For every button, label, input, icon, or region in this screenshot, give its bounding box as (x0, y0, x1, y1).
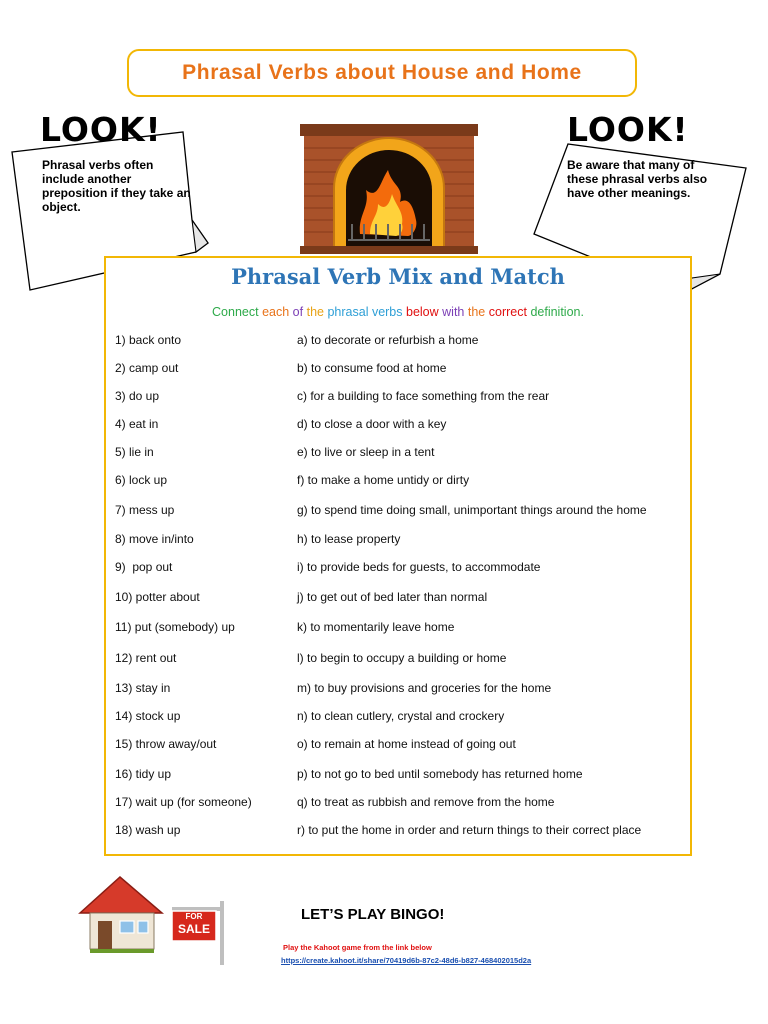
for-sale-line2: SALE (177, 922, 210, 936)
match-row (106, 532, 690, 552)
phrasal-verb: 16) tidy up (115, 767, 172, 781)
match-row (106, 417, 690, 437)
phrasal-verb: 13) stay in (115, 681, 171, 695)
match-row (106, 681, 690, 701)
definition: n) to clean cutlery, crystal and crockery (297, 709, 505, 723)
match-row (106, 651, 690, 671)
definition: a) to decorate or refurbish a home (297, 333, 479, 347)
for-sale-sign-text (172, 911, 216, 935)
kahoot-link[interactable]: https://create.kahoot.it/share/70419d6b-87c2-48d6-b827-468402015d2a (281, 956, 532, 965)
definition: d) to close a door with a key (297, 417, 447, 431)
instruction-word: the (467, 305, 486, 319)
page-title: Phrasal Verbs about House and Home (182, 61, 582, 84)
look-heading-left: LOOK! (40, 110, 162, 149)
instruction-word: with (442, 305, 465, 319)
instruction-word: below (406, 305, 439, 319)
phrasal-verb: 17) wait up (for someone) (115, 795, 252, 809)
match-row (106, 503, 690, 523)
phrasal-verb: 12) rent out (115, 651, 177, 665)
match-row (106, 560, 690, 580)
phrasal-verb: 14) stock up (115, 709, 181, 723)
definition: h) to lease property (297, 532, 401, 546)
kahoot-label: Play the Kahoot game from the link below (283, 943, 432, 952)
match-row (106, 620, 690, 640)
look-heading-right: LOOK! (567, 110, 689, 149)
phrasal-verb: 18) wash up (115, 823, 181, 837)
look-note-left: Phrasal verbs often include another preposition if they take an object. (42, 158, 191, 214)
definition: k) to momentarily leave home (297, 620, 455, 634)
definition: j) to get out of bed later than normal (297, 590, 488, 604)
phrasal-verb: 9) pop out (115, 560, 173, 574)
match-row (106, 590, 690, 610)
phrasal-verb: 1) back onto (115, 333, 182, 347)
phrasal-verb: 4) eat in (115, 417, 159, 431)
definition: r) to put the home in order and return things to their correct place (297, 823, 642, 837)
definition: q) to treat as rubbish and remove from the home (297, 795, 555, 809)
mix-and-match-worksheet (104, 256, 692, 856)
instruction-word: phrasal verbs (327, 305, 403, 319)
phrasal-verb: 6) lock up (115, 473, 168, 487)
instruction-word: of (292, 305, 304, 319)
phrasal-verb: 5) lie in (115, 445, 154, 459)
match-row (106, 795, 690, 815)
definition: f) to make a home untidy or dirty (297, 473, 470, 487)
match-row (106, 737, 690, 757)
phrasal-verb: 11) put (somebody) up (115, 620, 235, 634)
worksheet-title: Phrasal Verb Mix and Match (231, 264, 565, 289)
fireplace-icon (300, 124, 478, 254)
for-sale-line1: FOR (185, 912, 203, 921)
phrasal-verb: 8) move in/into (115, 532, 194, 546)
match-row (106, 473, 690, 493)
definition: o) to remain at home instead of going out (297, 737, 516, 751)
phrasal-verb: 2) camp out (115, 361, 179, 375)
definition: l) to begin to occupy a building or home (297, 651, 507, 665)
phrasal-verb: 10) potter about (115, 590, 200, 604)
instruction-word: the (306, 305, 324, 319)
definition: c) for a building to face something from the rear (297, 389, 550, 403)
instruction-word: Connect (212, 305, 259, 319)
definition: i) to provide beds for guests, to accommodate (297, 560, 541, 574)
definition: b) to consume food at home (297, 361, 447, 375)
match-row (106, 333, 690, 353)
definition: p) to not go to bed until somebody has returned home (297, 767, 583, 781)
instruction-word: each (262, 305, 290, 319)
phrasal-verb: 15) throw away/out (115, 737, 217, 751)
definition: e) to live or sleep in a tent (297, 445, 435, 459)
look-note-right: Be aware that many of these phrasal verbs also have other meanings. (567, 158, 708, 200)
worksheet-instruction (106, 305, 690, 319)
match-row (106, 389, 690, 409)
phrasal-verb: 3) do up (115, 389, 160, 403)
title-box (127, 49, 637, 97)
match-row (106, 823, 690, 843)
match-row (106, 767, 690, 787)
bingo-heading: LET’S PLAY BINGO! (301, 906, 445, 923)
definition: g) to spend time doing small, unimportant things around the home (297, 503, 647, 517)
match-row (106, 445, 690, 465)
match-row (106, 709, 690, 729)
instruction-word: correct (488, 305, 527, 319)
phrasal-verb: 7) mess up (115, 503, 175, 517)
instruction-word: definition. (530, 305, 584, 319)
match-row (106, 361, 690, 381)
definition: m) to buy provisions and groceries for the home (297, 681, 552, 695)
